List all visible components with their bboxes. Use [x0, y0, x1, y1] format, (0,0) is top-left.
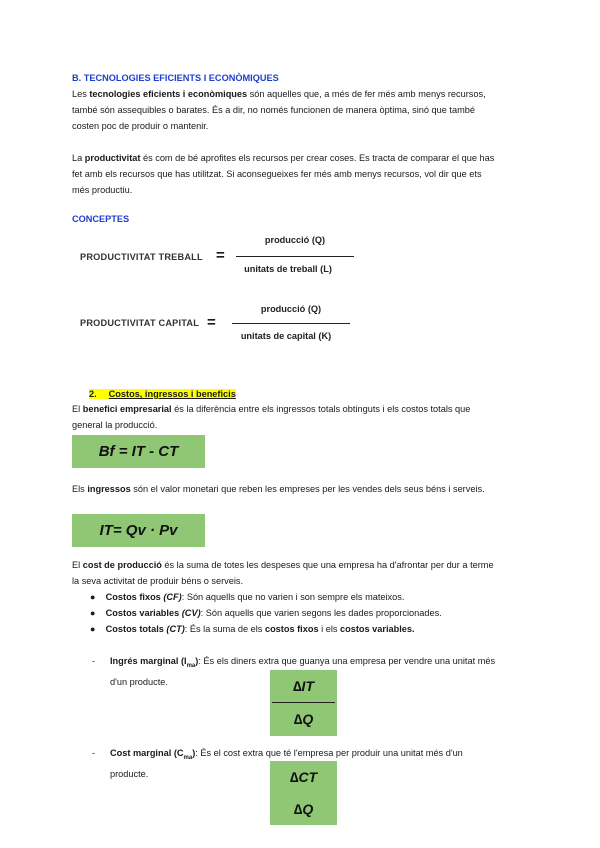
cost-types-list: [90, 589, 550, 637]
income-paragraph: Els ingressos són el valor monetari que reben les empreses per les vendes dels seus béns i serveis.: [72, 484, 485, 494]
labour-denominator: unitats de treball (L): [244, 264, 332, 274]
fraction-denominator: ∆Q: [293, 801, 314, 817]
concepts-title: CONCEPTES: [72, 214, 130, 224]
capital-productivity-label: PRODUCTIVITAT CAPITAL: [80, 318, 200, 328]
fraction-numerator: ∆CT: [289, 769, 318, 785]
labour-productivity-label: PRODUCTIVITAT TREBALL: [80, 252, 203, 262]
fraction-bar: [232, 323, 350, 324]
list-item: ● Costos fixos (CF): Són aquells que no varien i son sempre els mateixos.: [90, 592, 405, 602]
income-formula-box: IT= Qv · Pv: [72, 514, 205, 547]
business-profit-paragraph: El benefici empresarial és la diferència entre els ingressos totals obtinguts i els costos totals que general la producció.: [72, 404, 471, 430]
marginal-income-paragraph: Ingrés marginal $(I_{ma})$: És els diners extra que guanya una empresa per vendre una unitat més d'un producte.: [110, 656, 496, 687]
capital-numerator: producció (Q): [260, 304, 322, 314]
fraction-bar: [236, 256, 354, 257]
marginal-cost-fraction-box: [270, 761, 337, 825]
marginal-income-fraction-box: [270, 670, 337, 736]
dash-marker: -: [92, 656, 96, 666]
capital-denominator: unitats de capital (K): [240, 331, 332, 341]
dash-marker: -: [92, 748, 96, 758]
productivity-paragraph: La productivitat és com de bé aprofites els recursos per crear coses. Es tracta de comparar el que has fet amb els recursos que has utilitzat. Si aconsegueixes fer més amb menys recursos, vol dir que ets més productiu.: [72, 153, 495, 195]
fraction-numerator: ∆IT: [292, 678, 314, 694]
labour-numerator: producció (Q): [264, 235, 326, 245]
section-2-heading: 2. Costos, ingressos i beneficis: [89, 389, 236, 399]
profit-formula-box: Bf = IT - CT: [72, 435, 205, 468]
production-cost-paragraph: El cost de producció és la suma de totes les despeses que una empresa ha d'afrontar per dur a terme la seva activitat de produir béns o serveis.: [72, 560, 494, 586]
list-item: ● Costos totals (CT): És la suma de els costos fixos i els costos variables.: [90, 624, 415, 634]
equals-sign: =: [207, 314, 216, 331]
fraction-denominator: ∆Q: [293, 711, 314, 727]
efficient-tech-paragraph: Les tecnologies eficients i econòmiques són aquelles que, a més de fer més amb menys recursos, també són assequibles o barates. És a dir, no només funcionen de manera òptima, sinó que també costen poc de produir o mantenir.: [72, 89, 486, 131]
equals-sign: =: [216, 247, 225, 264]
section-b-title: B. TECNOLOGIES EFICIENTS I ECONÒMIQUES: [72, 73, 279, 83]
marginal-cost-paragraph: Cost marginal $(C_{ma})$: És el cost extra que té l'empresa per produir una unitat més d'un producte.: [110, 748, 463, 779]
list-item: ● Costos variables (CV): Són aquells que varien segons les dades proporcionades.: [90, 608, 442, 618]
